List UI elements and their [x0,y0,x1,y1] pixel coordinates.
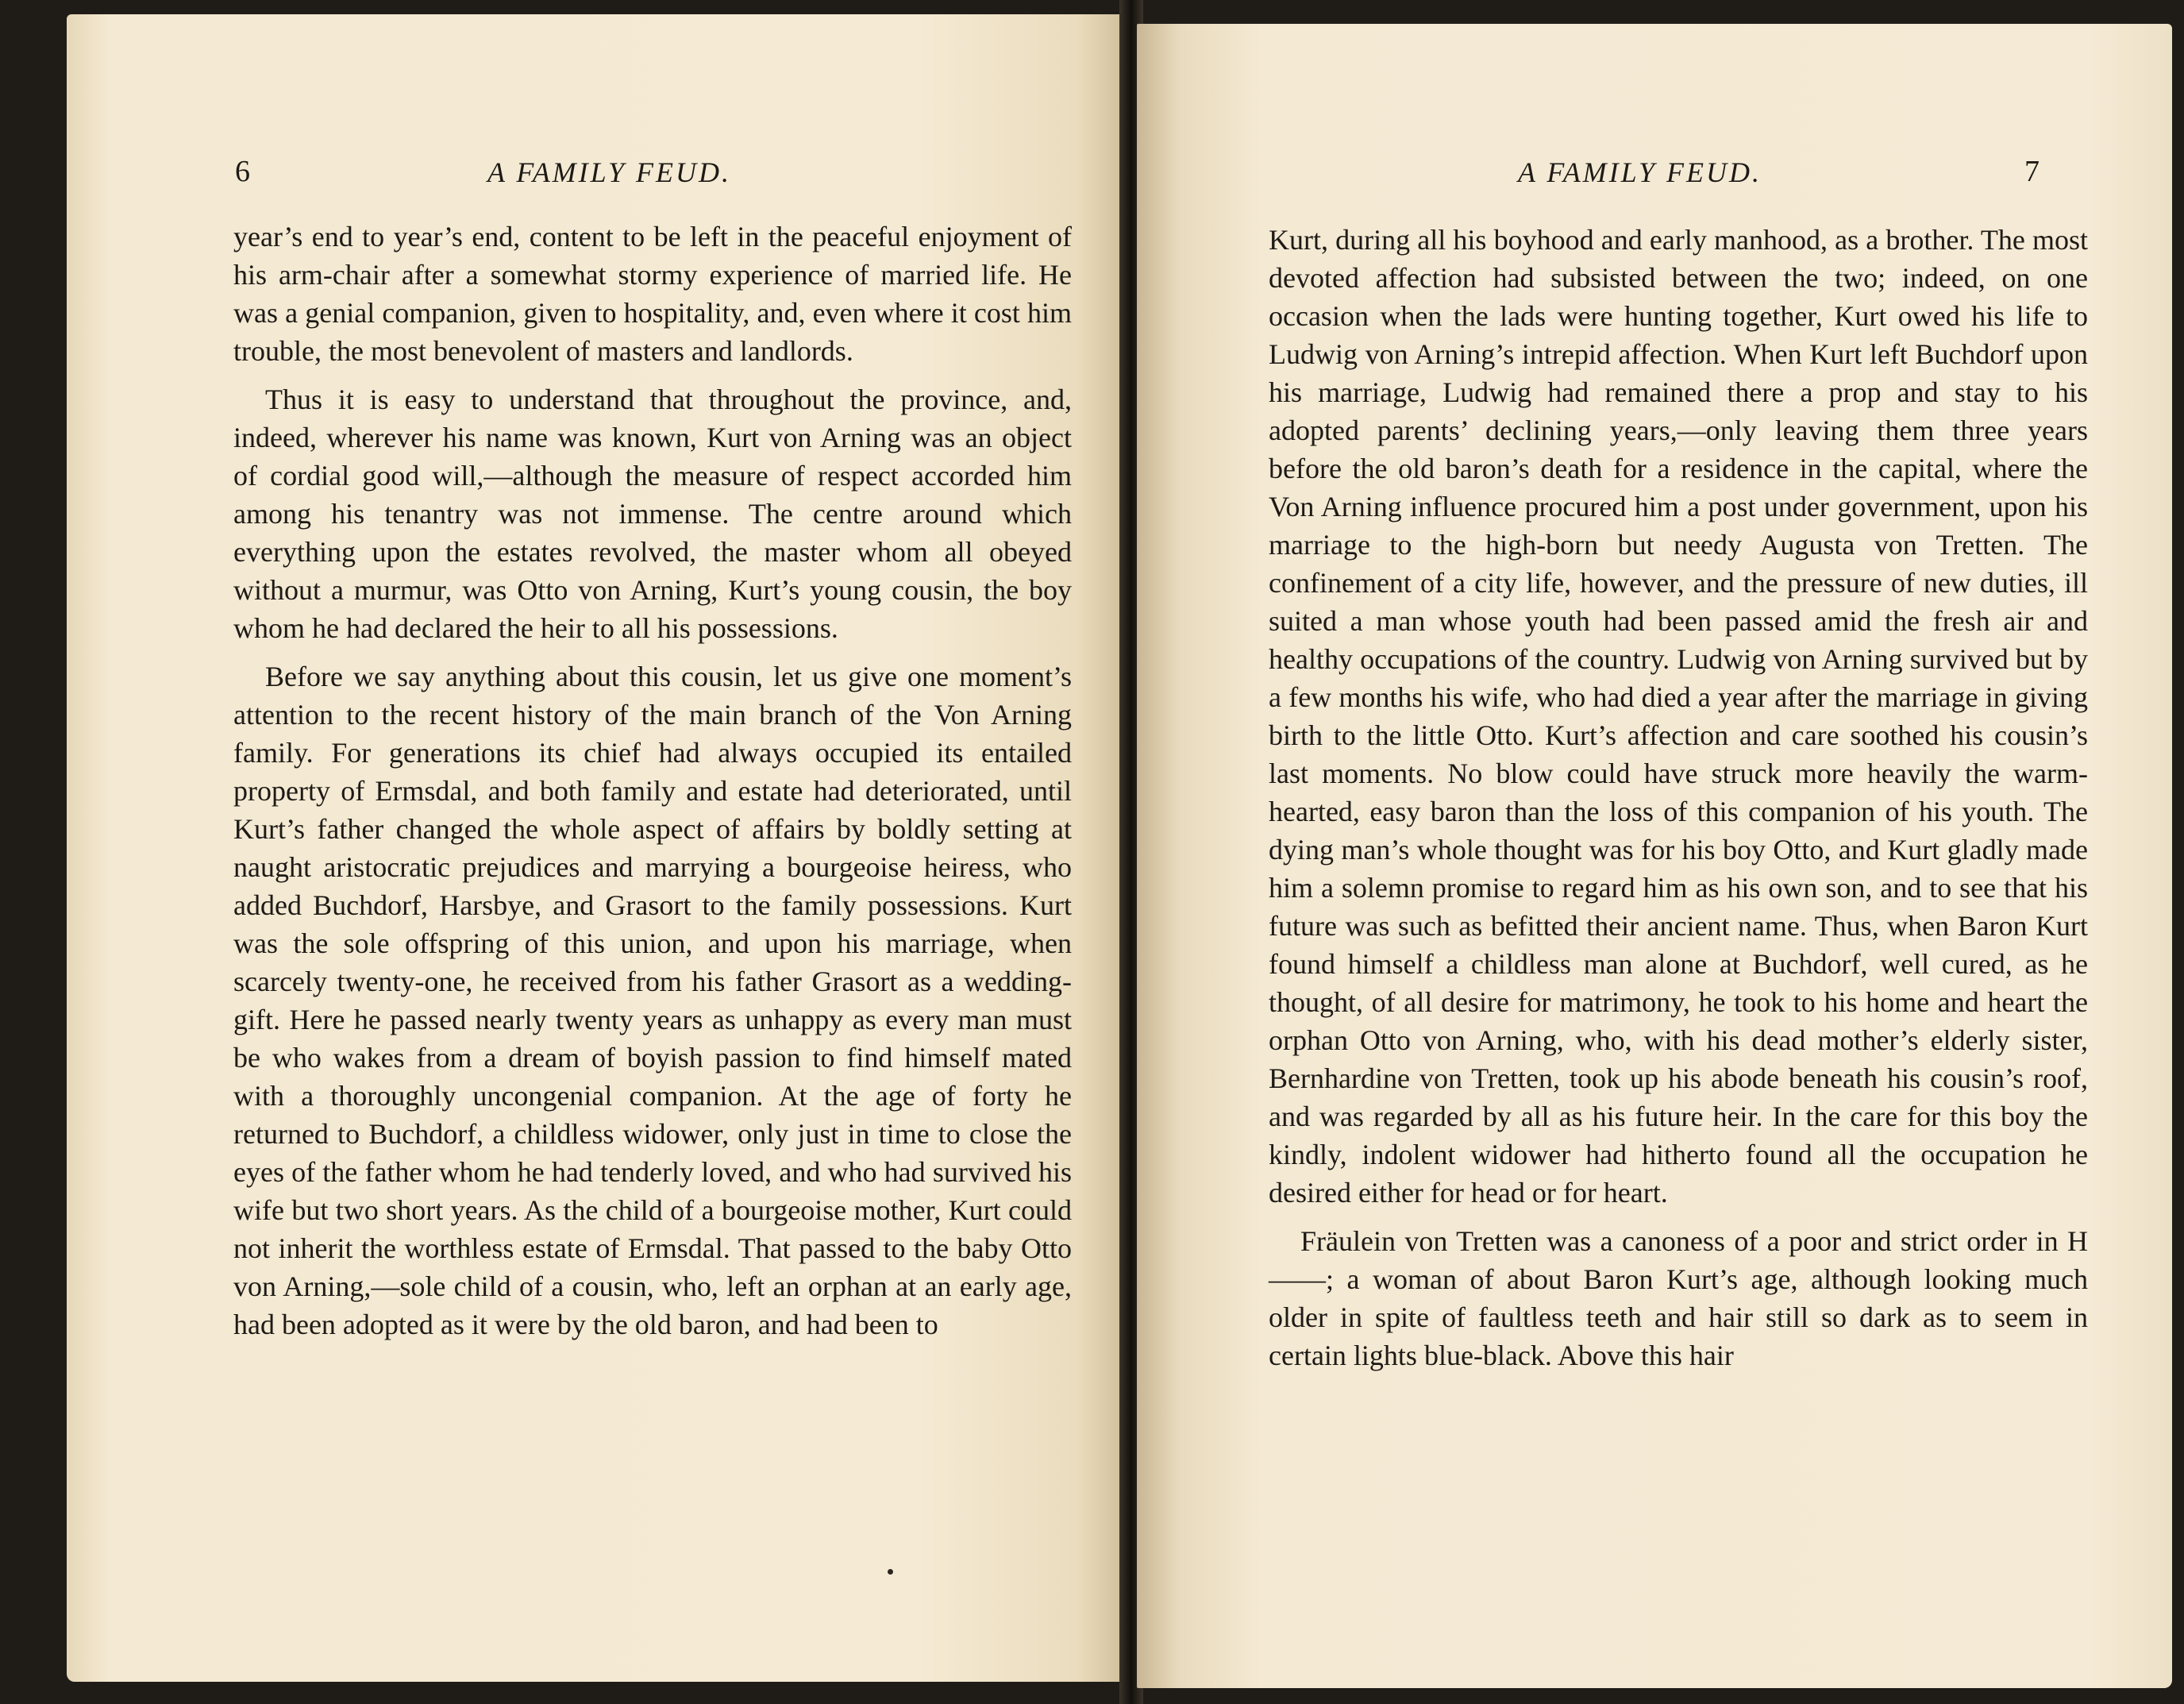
left-page [67,14,1131,1682]
left-paragraph-2: Thus it is easy to understand that throughout the province, and, indeed, wherever his name was known, Kurt von Arning was an object of cordial good will,—although the measure of respect accorded him among his tenantry was not immense. The centre around which everything upon the estates revolved, the master whom all obeyed without a murmur, was Otto von Arning, Kurt’s young cousin, the boy whom he had declared the heir to all his possessions. [233,384,1072,644]
left-paragraph-3: Before we say anything about this cousin, let us give one moment’s attention to the recent history of the main branch of the Von Arning family. For generations its chief had always occupied its entailed property of Ermsdal, and both family and estate had deteriorated, until Kurt’s father changed the whole aspect of affairs by boldly setting at naught aristocratic prejudices and marrying a bourgeoise heiress, who added Buchdorf, Harsbye, and Grasort to the family possessions. Kurt was the sole offspring of this union, and upon his marriage, when scarcely twenty-one, he received from his father Grasort as a wedding-gift. Here he passed nearly twenty years as unhappy as every man must be who wakes from a dream of boyish passion to find himself mated with a thoroughly uncongenial companion. At the age of forty he returned to Buchdorf, a childless widower, only just in time to close the eyes of the father whom he had tenderly loved, and who had survived his wife but two short years. As the child of a bourgeoise mother, Kurt could not inherit the worthless estate of Ermsdal. That passed to the baby Otto von Arning,—sole child of a cousin, who, left an orphan at an early age, had been adopted as it were by the old baron, and had been to [233,661,1072,1340]
left-page-number: 6 [235,155,250,188]
left-running-head: A FAMILY FEUD. [487,156,731,188]
left-paragraph-1: year’s end to year’s end, content to be left in the peaceful enjoyment of his arm-chair after a somewhat stormy experience of married life. He was a genial companion, given to hospitality, and, even where it cost him trouble, the most benevolent of masters and landlords. [233,221,1072,367]
right-page-number: 7 [2024,155,2040,188]
right-running-head: A FAMILY FEUD. [1518,156,1762,188]
right-paragraph-1: Kurt, during all his boyhood and early manhood, as a brother. The most devoted affection had subsisted between the two; indeed, on one occasion when the lads were hunting together, Kurt owed his life to Ludwig von Arning’s intrepid affection. When Kurt left Buchdorf upon his marriage, Ludwig had remained there a prop and stay to his adopted parents’ declining years,—only leaving them three years before the old baron’s death for a residence in the capital, where the Von Arning influence procured him a post under government, upon his marriage to the high-born but needy Augusta von Tretten. The confinement of a city life, however, and the pressure of new duties, ill suited a man whose youth had been passed amid the fresh air and healthy occupations of the country. Ludwig von Arning survived but by a few months his wife, who had died a year after the marriage in giving birth to the little Otto. Kurt’s affection and care soothed his cousin’s last moments. No blow could have struck more heavily the warm-hearted, easy baron than the loss of this companion of his youth. The dying man’s whole thought was for his boy Otto, and Kurt gladly made him a solemn promise to regard him as his own son, and to see that his future was such as befitted their ancient name. Thus, when Baron Kurt found himself a childless man alone at Buchdorf, well cured, as he thought, of all desire for matrimony, he took to his home and heart the orphan Otto von Arning, who, with his dead mother’s elderly sister, Bernhardine von Tretten, took up his abode beneath his cousin’s roof, and was regarded by all as his future heir. In the care for this boy the kindly, indolent widower had hitherto found all the occupation he desired either for head or for heart. [1269,224,2088,1209]
right-paragraph-2: Fräulein von Tretten was a canoness of a poor and strict order in H——; a woman of about Baron Kurt’s age, although looking much older in spite of faultless teeth and hair still so dark as to seem in certain lights blue-black. Above this hair [1269,1225,2088,1371]
ink-speck [888,1569,893,1575]
left-page-body [233,218,1072,1344]
right-page-body [1269,221,2088,1374]
right-page [1137,24,2172,1688]
